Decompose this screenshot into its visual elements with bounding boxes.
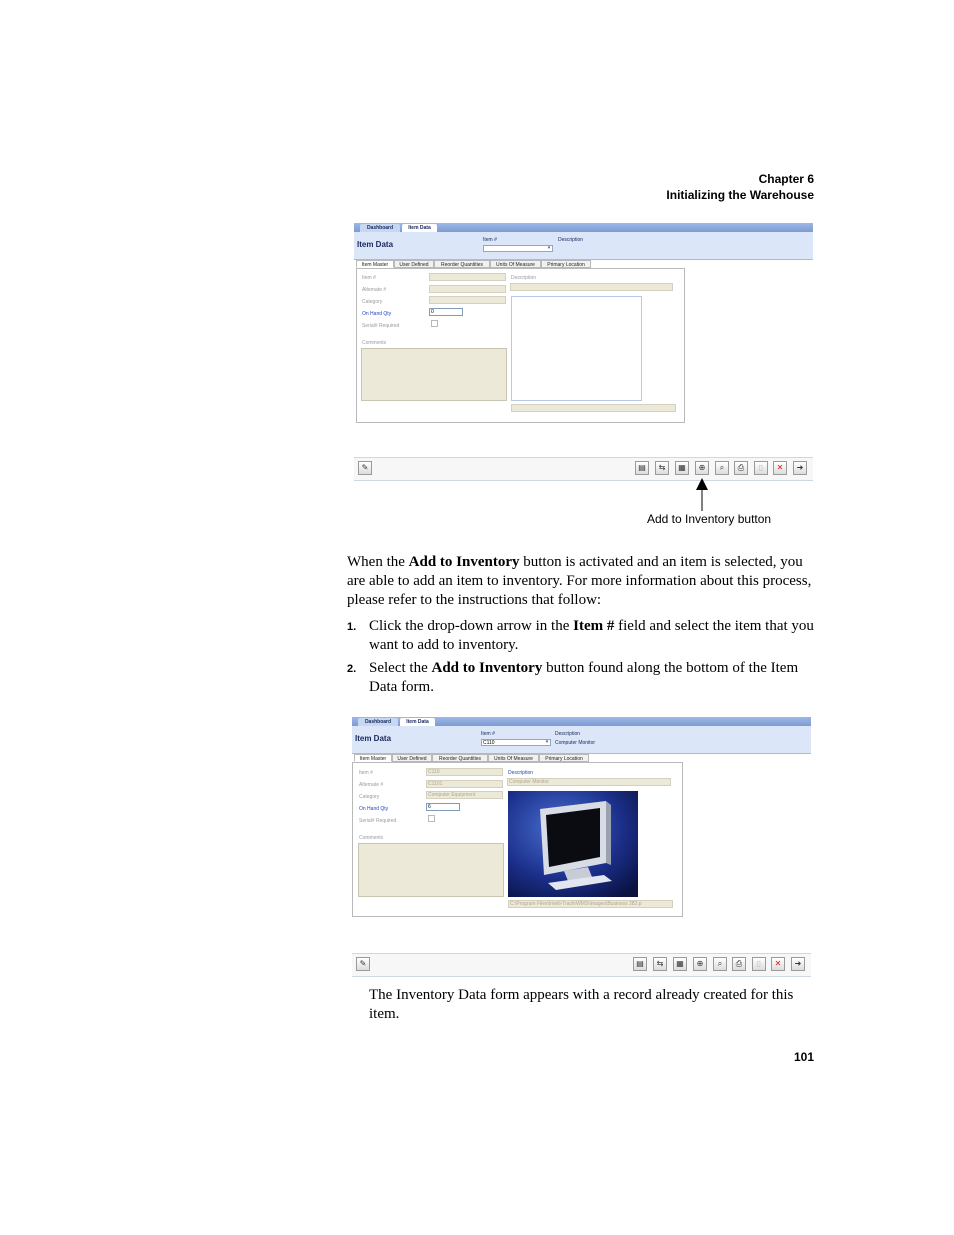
- alternate-field[interactable]: C1101: [426, 780, 503, 788]
- step-2-number: 2.: [347, 663, 357, 675]
- step-2-text: Select the Add to Inventory button found along the bottom of the Item Data form.: [369, 660, 799, 695]
- subtab-reorder-quantities[interactable]: Reorder Quantities: [434, 260, 490, 268]
- item-data-form-filled: [352, 717, 811, 917]
- inventory-icon[interactable]: ▤: [635, 461, 649, 475]
- item-number-label: Item #: [481, 731, 495, 737]
- category-select[interactable]: [429, 296, 506, 304]
- item-field[interactable]: [429, 273, 506, 281]
- cancel-icon[interactable]: ✕: [771, 957, 785, 971]
- image-path-field[interactable]: [511, 404, 676, 412]
- monitor-image: [508, 791, 638, 897]
- item-field-label: Item #: [362, 275, 376, 281]
- print-icon[interactable]: ⎙: [732, 957, 746, 971]
- comments-label: Comments: [359, 835, 384, 841]
- chapter-title: Initializing the Warehouse: [666, 188, 814, 202]
- chapter-label: Chapter 6: [758, 172, 814, 186]
- bottom-toolbar: [352, 953, 811, 977]
- item-number-select[interactable]: C110 ▾: [481, 739, 551, 746]
- onhand-qty-label: On Hand Qty: [362, 311, 392, 317]
- comments-field[interactable]: [361, 348, 507, 401]
- subtab-user-defined[interactable]: User Defined: [394, 260, 434, 268]
- description-field-label: Description: [511, 275, 537, 281]
- exit-icon[interactable]: ➜: [793, 461, 807, 475]
- step-1-number: 1.: [347, 621, 357, 633]
- chevron-down-icon[interactable]: ▾: [547, 245, 551, 251]
- item-field-label: Item #: [359, 770, 373, 776]
- serial-required-label: Serial# Required: [359, 818, 397, 824]
- form-title: Item Data: [357, 240, 394, 249]
- edit-icon[interactable]: ✎: [358, 461, 372, 475]
- description-label: Description: [558, 237, 584, 243]
- exit-icon[interactable]: ➜: [791, 957, 805, 971]
- form-header: [354, 232, 813, 260]
- bottom-toolbar: [354, 457, 813, 481]
- delete-icon[interactable]: ▯: [754, 461, 768, 475]
- category-field-label: Category: [359, 794, 380, 800]
- subtab-reorder-quantities[interactable]: Reorder Quantities: [432, 754, 488, 762]
- tab-dashboard[interactable]: Dashboard: [358, 718, 398, 726]
- subtab-primary-location[interactable]: Primary Location: [539, 754, 589, 762]
- alternate-field-label: Alternate #: [362, 287, 387, 293]
- item-master-panel: [352, 762, 683, 917]
- add-to-inventory-button[interactable]: ⊕: [695, 461, 709, 475]
- comments-label: Comments: [362, 340, 387, 346]
- move-icon[interactable]: ⇆: [655, 461, 669, 475]
- onhand-qty-field[interactable]: 0: [429, 308, 463, 316]
- inventory-icon[interactable]: ▤: [633, 957, 647, 971]
- item-number-select[interactable]: [483, 245, 553, 252]
- item-data-form-empty: [354, 223, 813, 423]
- description-value: Computer Monitor: [555, 740, 596, 746]
- subtab-item-master[interactable]: Item Master: [356, 260, 394, 268]
- description-field[interactable]: [510, 283, 673, 291]
- item-number-label: Item #: [483, 237, 497, 243]
- cancel-icon[interactable]: ✕: [773, 461, 787, 475]
- close-icon[interactable]: x: [807, 717, 810, 723]
- description-field[interactable]: Computer Monitor: [507, 778, 671, 786]
- edit-icon[interactable]: ✎: [356, 957, 370, 971]
- subtab-primary-location[interactable]: Primary Location: [541, 260, 591, 268]
- report-icon[interactable]: ▦: [675, 461, 689, 475]
- closing-paragraph: The Inventory Data form appears with a record already created for this item.: [369, 987, 794, 1022]
- description-field-label: Description: [508, 770, 534, 776]
- category-select[interactable]: Computer Equipment: [426, 791, 503, 799]
- item-field[interactable]: C110: [426, 768, 503, 776]
- tab-item-data[interactable]: Item Data: [400, 718, 435, 726]
- figure-caption: Add to Inventory button: [647, 512, 772, 526]
- intro-paragraph: When the Add to Inventory button is activated and an item is selected, you are able to add an item to inventory. For more information about this process, please refer to the instructions that follow:: [347, 554, 812, 608]
- onhand-qty-label: On Hand Qty: [359, 806, 389, 812]
- subtab-user-defined[interactable]: User Defined: [392, 754, 432, 762]
- pointer-arrow: [695, 478, 709, 512]
- comments-field[interactable]: [358, 843, 504, 897]
- alternate-field-label: Alternate #: [359, 782, 384, 788]
- add-to-inventory-button[interactable]: ⊕: [693, 957, 707, 971]
- delete-icon[interactable]: ▯: [752, 957, 766, 971]
- serial-required-checkbox[interactable]: [428, 815, 435, 822]
- form-title: Item Data: [355, 734, 392, 743]
- alternate-field[interactable]: [429, 285, 506, 293]
- tab-item-data[interactable]: Item Data: [402, 224, 437, 232]
- subtab-units-of-measure[interactable]: Units Of Measure: [490, 260, 541, 268]
- move-icon[interactable]: ⇆: [653, 957, 667, 971]
- item-master-panel: [356, 268, 685, 423]
- serial-required-label: Serial# Required: [362, 323, 400, 329]
- page-number: 101: [793, 1050, 814, 1064]
- step-1-text: Click the drop-down arrow in the Item # field and select the item that you want to add to inventory.: [369, 618, 814, 653]
- chevron-down-icon[interactable]: ▾: [545, 739, 549, 745]
- form-header: [352, 726, 811, 754]
- description-label: Description: [555, 731, 581, 737]
- subtab-item-master[interactable]: Item Master: [354, 754, 392, 762]
- tab-dashboard[interactable]: Dashboard: [360, 224, 400, 232]
- print-preview-icon[interactable]: ⌕: [713, 957, 727, 971]
- print-preview-icon[interactable]: ⌕: [715, 461, 729, 475]
- item-image-box: [511, 296, 642, 401]
- onhand-qty-field[interactable]: 6: [426, 803, 460, 811]
- image-path-field[interactable]: C:\Program Files\Intelli-Track\WMS\Images\Business 282.p: [508, 900, 673, 908]
- close-icon[interactable]: x: [809, 223, 812, 229]
- serial-required-checkbox[interactable]: [431, 320, 438, 327]
- subtab-units-of-measure[interactable]: Units Of Measure: [488, 754, 539, 762]
- category-field-label: Category: [362, 299, 383, 305]
- report-icon[interactable]: ▦: [673, 957, 687, 971]
- print-icon[interactable]: ⎙: [734, 461, 748, 475]
